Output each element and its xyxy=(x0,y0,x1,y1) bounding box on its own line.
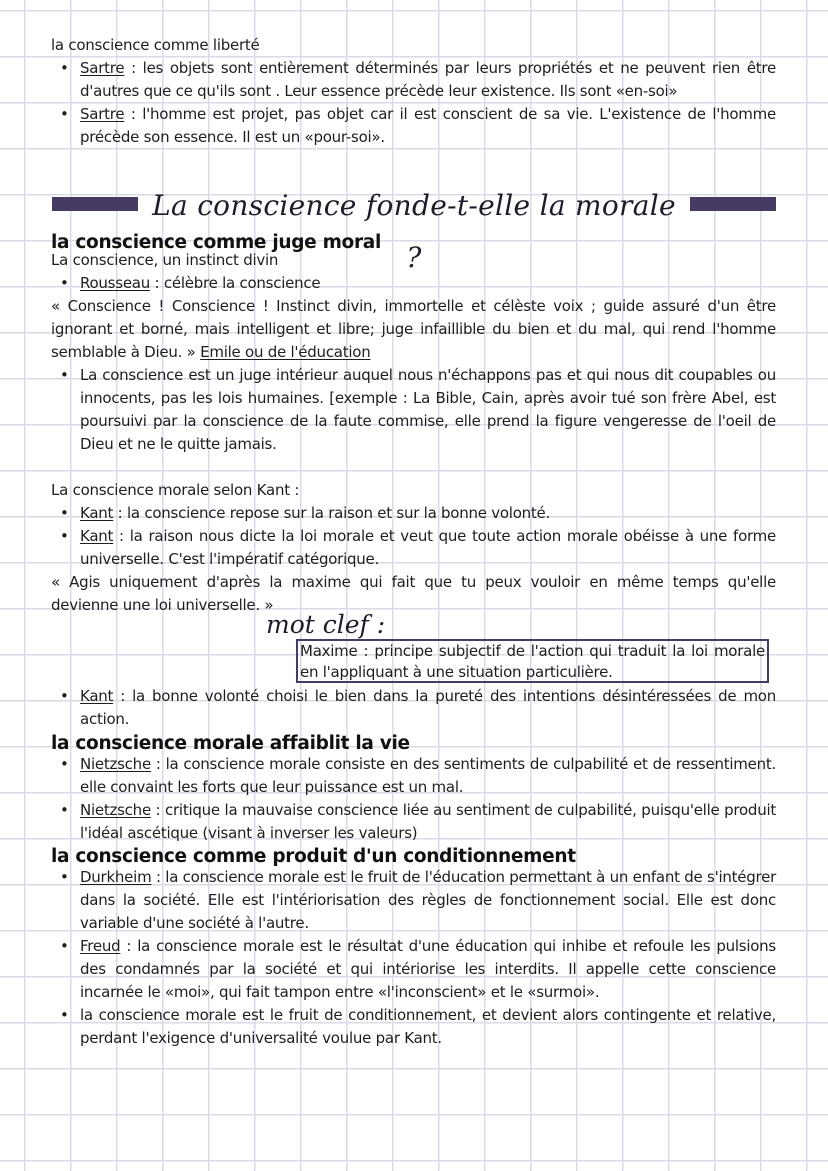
author-sartre: Sartre xyxy=(80,105,125,123)
list-item: • La conscience est un juge intérieur auquel nous n'échappons pas et qui nous dit coupables ou innocents, pas les lois humaines. [exemple : La Bible, Cain, après avoir tué son frère Abel, est poursuivi par la conscience de la faute commise, elle prend la figure vengeresse de l'oeil de Dieu et ne le quitte jamais. xyxy=(51,364,776,456)
list-item xyxy=(51,799,776,845)
title-bar-left xyxy=(52,197,138,211)
nietzsche-section xyxy=(51,753,776,845)
keyword-label: mot clef : xyxy=(266,610,386,639)
freedom-intro: la conscience comme liberté xyxy=(51,36,260,54)
conditioning-section xyxy=(51,866,776,1050)
list-item xyxy=(51,525,776,571)
kant-section xyxy=(51,479,776,617)
heading-moral-judge: la conscience comme juge moral xyxy=(51,232,381,253)
heading-conditioning: la conscience comme produit d'un conditionnement xyxy=(51,846,576,867)
list-item xyxy=(51,935,776,1004)
list-item-text: : la conscience morale consiste en des sentiments de culpabilité et de ressentiment. elle convaint les forts que leur puissance est un mal. xyxy=(80,755,776,796)
list-item-text: : la conscience repose sur la raison et sur la bonne volonté. xyxy=(113,504,551,522)
list-item xyxy=(51,57,776,103)
list-item-text: : la conscience morale est le fruit de l'éducation permettant à un enfant de s'intégrer dans la société. Elle est l'intériorisation des règles de fonctionnement social. Elle est donc variable d'une société à l'autre. xyxy=(80,868,776,932)
list-item-text: : célèbre la conscience xyxy=(150,274,321,292)
author-rousseau: Rousseau xyxy=(80,274,150,292)
moral-judge-section xyxy=(51,249,776,456)
list-item-text: : les objets sont entièrement déterminés par leurs propriétés et ne peuvent rien être d'autres que ce qu'ils sont . Leur essence précède leur existence. Ils sont «en-soi» xyxy=(80,59,776,100)
kant-section-continued xyxy=(51,685,776,731)
quote-text: « Conscience ! Conscience ! Instinct divin, immortelle et célèste voix ; guide assuré d'un être ignorant et borné, mais intelligent et libre; juge infaillible du bien et du mal, qui rend l'homme semblable à Dieu. » xyxy=(51,297,776,361)
list-item xyxy=(51,502,776,525)
author-kant: Kant xyxy=(80,687,114,705)
list-item: • la conscience morale est le fruit de conditionnement, et devient alors contingente et relative, perdant l'exigence d'universalité voulue par Kant. xyxy=(51,1004,776,1050)
sub-heading-divine-instinct: La conscience, un instinct divin xyxy=(51,251,279,269)
author-freud: Freud xyxy=(80,937,121,955)
list-item xyxy=(51,272,776,295)
judge-list xyxy=(51,364,776,456)
freedom-list xyxy=(51,57,776,149)
author-durkheim: Durkheim xyxy=(80,868,152,886)
kant-list-2 xyxy=(51,685,776,731)
kant-list xyxy=(51,502,776,571)
key-term: Maxime xyxy=(300,642,358,660)
rousseau-list xyxy=(51,272,776,295)
list-item-text: : l'homme est projet, pas objet car il est conscient de sa vie. L'existence de l'homme précède son essence. Il est un «pour-soi». xyxy=(80,105,776,146)
author-sartre: Sartre xyxy=(80,59,125,77)
key-definition: : principe subjectif de l'action qui traduit la loi morale en l'appliquant à une situation particulière. xyxy=(300,642,765,681)
author-nietzsche: Nietzsche xyxy=(80,801,151,819)
sub-heading-kant: La conscience morale selon Kant : xyxy=(51,481,300,499)
freedom-section xyxy=(51,34,776,149)
list-item-text: : critique la mauvaise conscience liée au sentiment de culpabilité, puisqu'elle produit l'idéal ascétique (visant à inverser les valeurs) xyxy=(80,801,776,842)
list-item xyxy=(51,685,776,731)
list-item-text: : la conscience morale est le résultat d'une éducation qui inhibe et refoule les pulsions des condamnés par la société et qui intériorise les interdits. Il appelle cette conscience incarnée le «moi», qui fait tampon entre «l'inconscient» et le «surmoi». xyxy=(80,937,776,1001)
title-bar-right xyxy=(690,197,776,211)
list-item xyxy=(51,103,776,149)
list-item xyxy=(51,866,776,935)
keyword-box xyxy=(296,639,769,683)
list-item-text: : la raison nous dicte la loi morale et veut que toute action morale obéisse à une forme universelle. C'est l'impératif catégorique. xyxy=(80,527,776,568)
author-kant: Kant xyxy=(80,527,114,545)
author-kant: Kant xyxy=(80,504,114,522)
nietzsche-list xyxy=(51,753,776,845)
page-title: La conscience fonde-t-elle la morale ? xyxy=(152,189,676,274)
list-item xyxy=(51,753,776,799)
quote-source: Emile ou de l'éducation xyxy=(200,343,371,361)
heading-weakens-life: la conscience morale affaiblit la vie xyxy=(51,733,410,754)
author-nietzsche: Nietzsche xyxy=(80,755,151,773)
list-item-text: : la bonne volonté choisi le bien dans la pureté des intentions désintéressées de mon action. xyxy=(80,687,776,728)
conditioning-list xyxy=(51,866,776,1050)
kant-quote: « Agis uniquement d'après la maxime qui fait que tu peux vouloir en même temps qu'elle devienne une loi universelle. » xyxy=(51,573,776,614)
rousseau-quote xyxy=(51,295,776,364)
